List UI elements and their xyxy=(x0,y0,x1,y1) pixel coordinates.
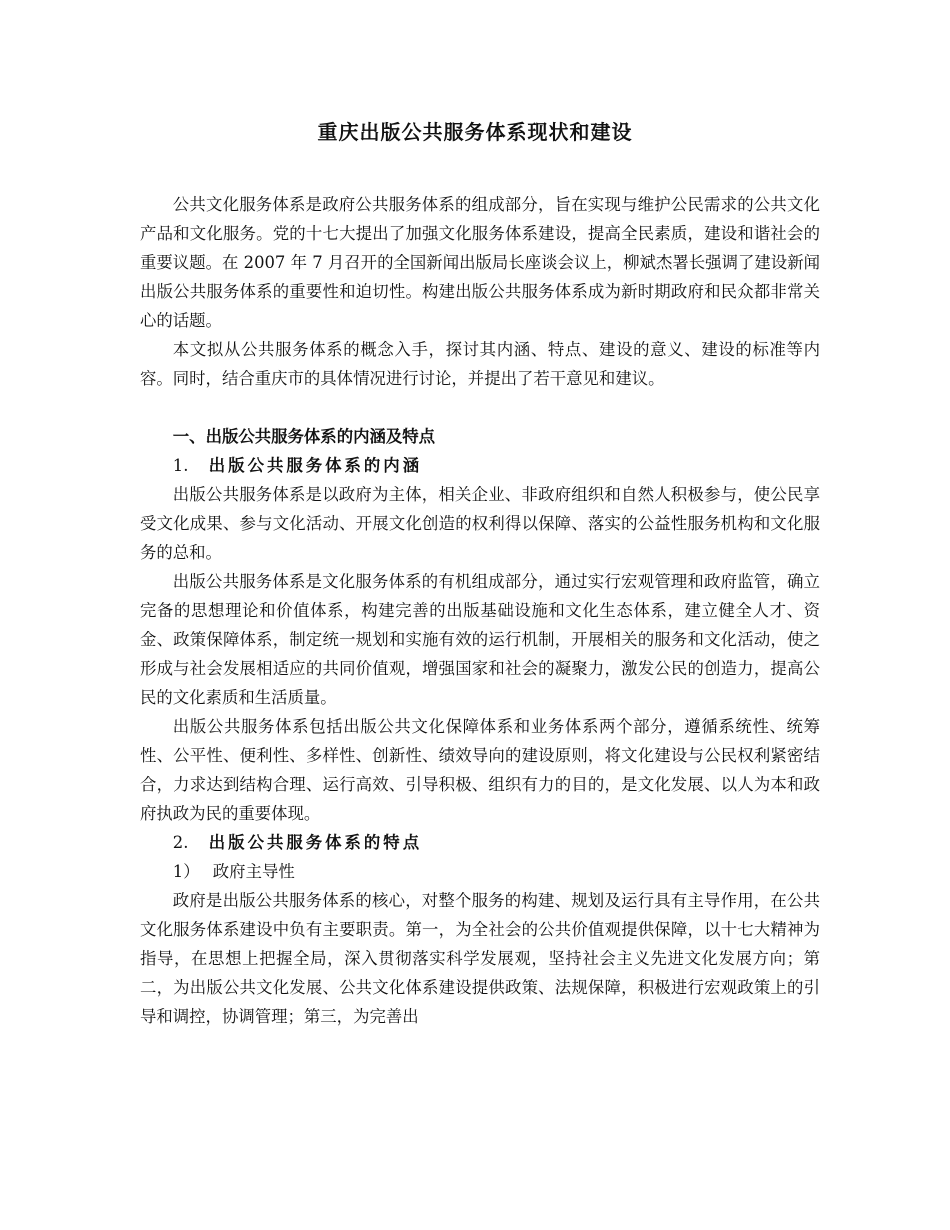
body-paragraph: 出版公共服务体系是文化服务体系的有机组成部分，通过实行宏观管理和政府监管，确立完备的思想理论和价值体系，构建完善的出版基础设施和文化生态体系，建立健全人才、资金、政策保障体系，制定统一规划和实施有效的运行机制，开展相关的服务和文化活动，使之形成与社会发展相适应的共同价值观，增强国家和社会的凝聚力，激发公民的创造力，提高公民的文化素质和生活质量。 xyxy=(140,572,820,707)
intro-paragraph-2: 本文拟从公共服务体系的概念入手，探讨其内涵、特点、建设的意义、建设的标准等内容。同时，结合重庆市的具体情况进行讨论，并提出了若干意见和建议。 xyxy=(140,340,820,388)
point-1-title: 政府主导性 xyxy=(212,862,295,881)
subsection-2-title: 出版公共服务体系的特点 xyxy=(208,833,423,852)
subsection-1-title: 出版公共服务体系的内涵 xyxy=(208,456,423,475)
subsection-1-heading xyxy=(140,451,820,480)
body-paragraph: 出版公共服务体系是以政府为主体，相关企业、非政府组织和自然人积极参与，使公民享受文化成果、参与文化活动、开展文化创造的权利得以保障、落实的公益性服务机构和文化服务的总和。 xyxy=(140,485,820,562)
body-paragraph: 出版公共服务体系包括出版公共文化保障体系和业务体系两个部分，遵循系统性、统筹性、公平性、便利性、多样性、创新性、绩效导向的建设原则，将文化建设与公民权利紧密结合，力求达到结构合理、运行高效、引导积极、组织有力的目的，是文化发展、以人为本和政府执政为民的重要体现。 xyxy=(140,717,820,823)
section-gap xyxy=(140,393,820,422)
document-body xyxy=(140,190,820,1031)
document-title: 重庆出版公共服务体系现状和建设 xyxy=(317,120,633,144)
point-1-number: 1） xyxy=(172,862,200,881)
subsection-2-heading xyxy=(140,828,820,857)
subsection-1-number: 1. xyxy=(172,456,189,475)
intro-paragraph-1: 公共文化服务体系是政府公共服务体系的组成部分，旨在实现与维护公民需求的公共文化产品和文化服务。党的十七大提出了加强文化服务体系建设，提高全民素质，建设和谐社会的重要议题。在 2007 年 7 月召开的全国新闻出版局长座谈会议上，柳斌杰署长强调了建设新闻出版公共服务体系的重要性和迫切性。构建出版公共服务体系成为新时期政府和民众都非常关心的话题。 xyxy=(140,195,820,330)
subsection-2-number: 2. xyxy=(172,833,189,852)
section-1-heading: 一、出版公共服务体系的内涵及特点 xyxy=(172,427,436,446)
point-1-heading xyxy=(140,857,820,886)
body-paragraph: 政府是出版公共服务体系的核心，对整个服务的构建、规划及运行具有主导作用，在公共文化服务体系建设中负有主要职责。第一，为全社会的公共价值观提供保障，以十七大精神为指导，在思想上把握全局，深入贯彻落实科学发展观，坚持社会主义先进文化发展方向；第二，为出版公共文化发展、公共文化体系建设提供政策、法规保障，积极进行宏观政策上的引导和调控，协调管理；第三，为完善出 xyxy=(140,891,820,1026)
